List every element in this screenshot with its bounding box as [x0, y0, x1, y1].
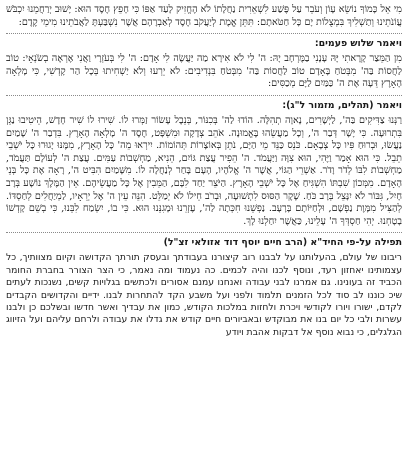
section-divider — [6, 232, 402, 233]
passage-min-hametzar: מִן הַמֵּצַר קָרָאתִי יָּהּ עָנָנִי בַמֶּרְחָב יָהּ: ה' לִי לֹא אִירָא מַה יַּעֲשֶׂה לִי אָדָם: ה' לִי בְּעֹזְרָי וַאֲנִי אֶרְאֶה בְשֹׂנְאָי: טוֹב לַחֲסוֹת בַּה' מִבְּטֹחַ בָּאָדָם טוֹב לַחֲסוֹת בַּה' מִבְּטֹחַ בִּנְדִיבִים: לֹא יֵרְעוּ וְלֹא יַשְׁחִיתוּ בְּכָל הַר קָדְשִׁי, כִּי מָלְאָה הָאָרֶץ דֵּעָה אֶת ה' כַּמַּיִם לַיָּם מְכַסִּים: — [6, 53, 402, 90]
heading-chida-prayer: תפילה על-פי החיד"א (הרב חיים יוסף דוד אזולאי זצ"ל) — [163, 237, 402, 249]
passage-chida-prayer: ריבונו של עולם, בהעלותנו על לבבנו רוב קיצורנו בעבודתך ובעסק תורתך הקדושה וקיום מצוותיך, כל עצמותינו יאחזון רעד, ונוסף לכנו והיה לכמים. כה נעמוד ומה נאמר, כי הצר הצורר בחברת החומר הכביד זה בעונינו. גם אמרנו לבני עבודה ואנחנו עמנם אסורים ולכתשים בגלויות קשים, נשנכות לעתים שיכ כוננו לב סוד לכל הזמנים תלמוד ולפני ועל משבע הקד להתחרות לבנו. ידיים והקדושים הקבדים לקדם, ישורו ויורו לקודשי ויכרת ולחזות במלכות הקודש, כמון את עבדיך ואשר חדשו ובשלכם כן ולבנו עשרות ולבי כל יום בנו את מבוקדש ובאביורים חיים קודש את גדלו את עבודה ולרחם עליהם ועל הזיווג הגלגלים, כי נבוא נוסף אל דבקות אהבת ויודע — [6, 252, 402, 338]
section-divider — [6, 95, 402, 96]
heading-say-three-times: ויאמר שלוש פעמים: — [314, 38, 402, 50]
section-divider — [6, 33, 402, 34]
passage-mi-el-kamocha: מִי אֵל כָּמוֹךָ נוֹשֵׂא עָוֹן וְעֹבֵר עַל פֶּשַׁע לִשְׁאֵרִית נַחֲלָתוֹ לֹא הֶחֱזִיק לָעַד אַפּוֹ כִּי חָפֵץ חֶסֶד הוּא: יָשׁוּב יְרַחֲמֵנוּ יִכְבֹּשׁ עֲוֹנֹתֵינוּ וְתַשְׁלִיךְ בִּמְצֻלוֹת יָם כָּל חַטֹּאתָם: תִּתֵּן אֱמֶת לְיַעֲקֹב חֶסֶד לְאַבְרָהָם אֲשֶׁר נִשְׁבַּעְתָּ לַאֲבֹתֵינוּ מִימֵי קֶדֶם: — [6, 4, 402, 28]
heading-psalm-33: ויאמר (תהלים, מזמור ל"ג): — [282, 99, 402, 111]
passage-psalm-33: רַנְּנוּ צַדִּיקִים בַּה', לַיְשָׁרִים, נָאוָה תְהִלָּה. הוֹדוּ לַה' בְּכִנּוֹר, בְּנֵבֶל עָשׂוֹר זַמְּרוּ לוֹ. שִׁירוּ לוֹ שִׁיר חָדָשׁ, הֵיטִיבוּ נַגֵּן בִּתְרוּעָה. כִּי יָשָׁר דְּבַר ה', וְכָל מַעֲשֵׂהוּ בֶּאֱמוּנָה. אֹהֵב צְדָקָה וּמִשְׁפָּט, חֶסֶד ה' מָלְאָה הָאָרֶץ. בִּדְבַר ה' שָׁמַיִם נַעֲשׂוּ, וּבְרוּחַ פִּיו כָּל צְבָאָם. כֹּנֵס כַּנֵּד מֵי הַיָּם, נֹתֵן בְּאוֹצָרוֹת תְּהוֹמוֹת. יִירְאוּ מֵה' כָּל הָאָרֶץ, מִמֶּנּוּ יָגוּרוּ כָּל יֹשְׁבֵי תֵבֵל. כִּי הוּא אָמַר וַיֶּהִי, הוּא צִוָּה וַיַּעֲמֹד. ה' הֵפִיר עֲצַת גּוֹיִם, הֵנִיא, מַחְשְׁבוֹת עַמִּים. עֲצַת ה' לְעוֹלָם תַּעֲמֹד, מַחְשְׁבוֹת לִבּוֹ לְדֹר וָדֹר. אַשְׁרֵי הַגּוֹי, אֲשֶׁר ה' אֱלֹהָיו, הָעָם בָּחַר לְנַחֲלָה לוֹ. מִשָּׁמַיִם הִבִּיט ה', רָאָה אֶת כָּל בְּנֵי הָאָדָם. מִמְּכוֹן שִׁבְתּוֹ הִשְׁגִּיחַ אֶל כָּל יֹשְׁבֵי הָאָרֶץ. הַיֹּצֵר יַחַד לִבָּם, הַמֵּבִין אֶל כָּל מַעֲשֵׂיהֶם. אֵין הַמֶּלֶךְ נוֹשָׁע בְּרָב חָיִל, גִּבּוֹר לֹא יִנָּצֵל בְּרָב כֹּחַ. שֶׁקֶר הַסּוּס לִתְשׁוּעָה, וּבְרֹב חֵילוֹ לֹא יְמַלֵּט. הִנֵּה עֵין ה' אֶל יְרֵאָיו, לַמְיַחֲלִים לְחַסְדּוֹ. לְהַצִּיל מִמָּוֶת נַפְשָׁם, וּלְחַיּוֹתָם בָּרָעָב. נַפְשֵׁנוּ חִכְּתָה לַה', עֶזְרֵנוּ וּמָגִנֵּנוּ הוּא. כִּי בוֹ, יִשְׂמַח לִבֵּנוּ, כִּי בְשֵׁם קָדְשׁוֹ בָטָחְנוּ. יְהִי חַסְדְּךָ ה' עָלֵינוּ, כַּאֲשֶׁר יִחַלְנוּ לָךְ. — [6, 114, 403, 227]
